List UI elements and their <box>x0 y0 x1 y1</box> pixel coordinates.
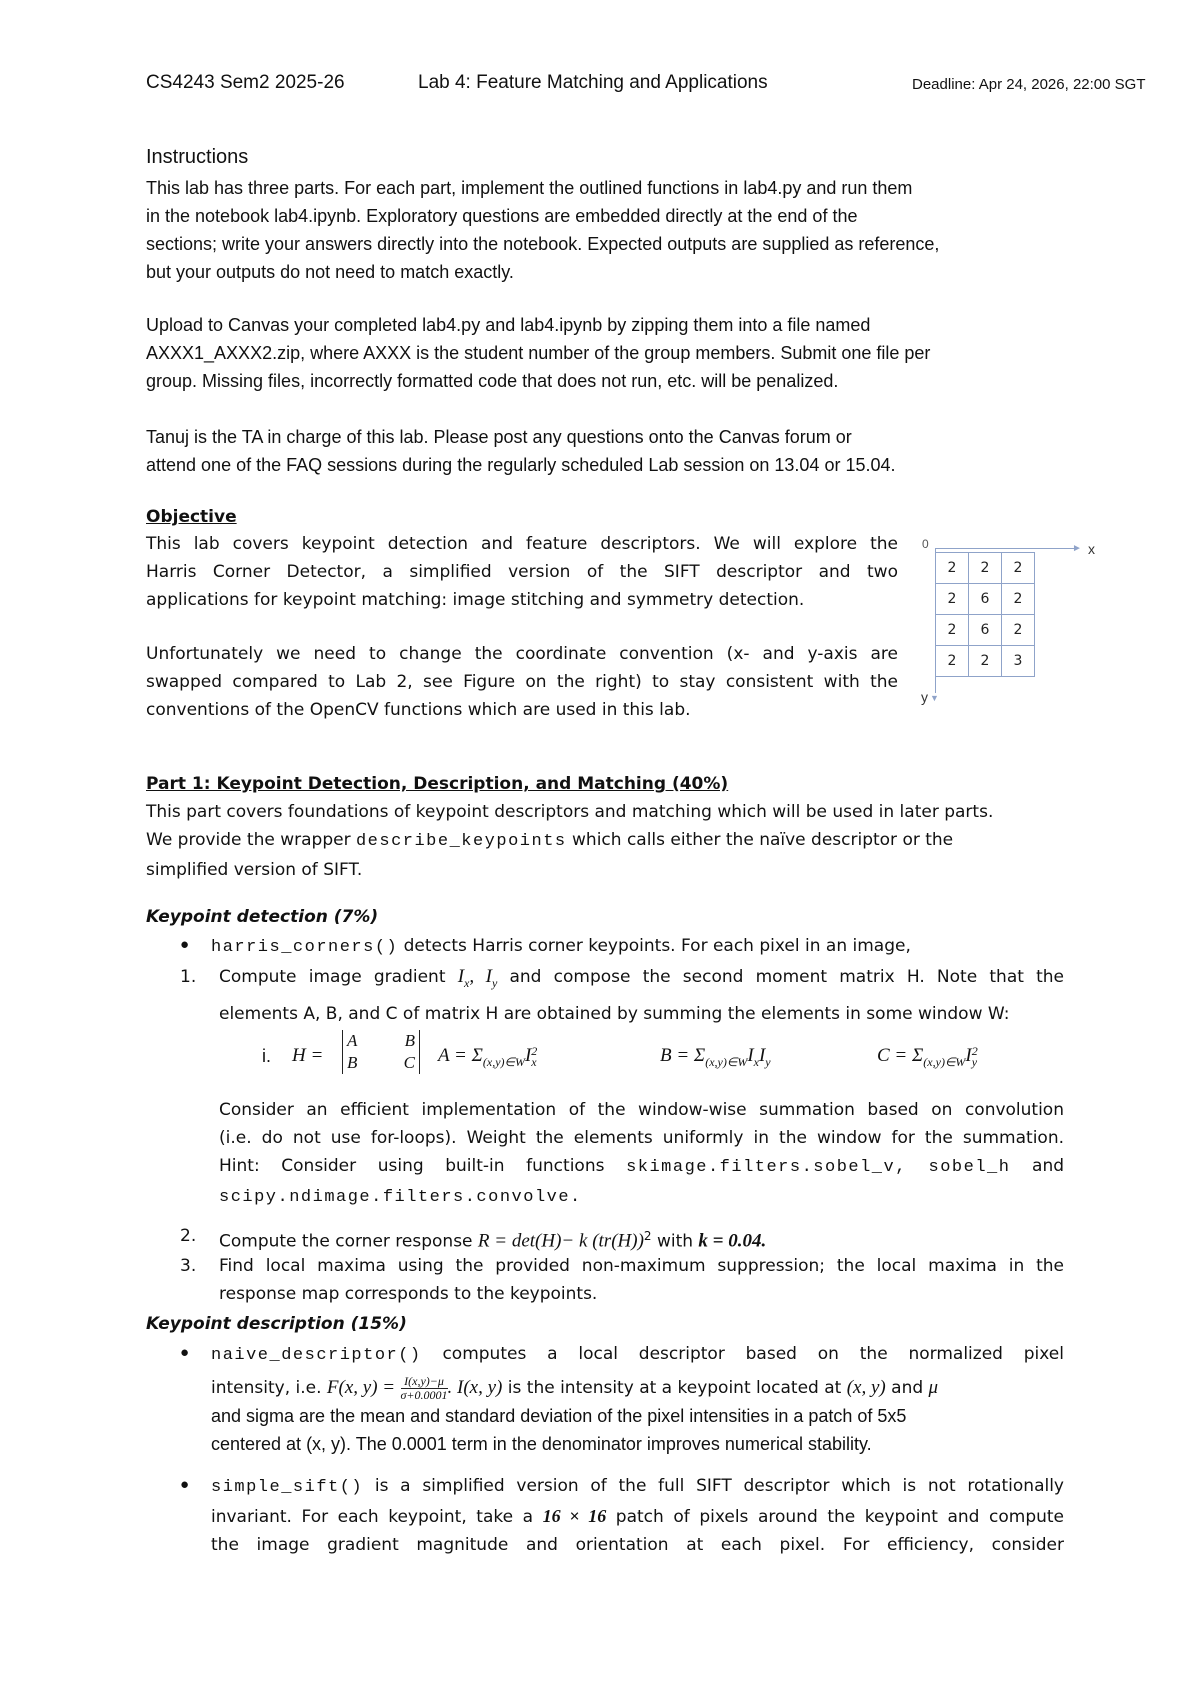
text-line: (i.e. do not use for-loops). Weight the elements uniformly in the window for the summation. <box>219 1128 1064 1148</box>
text-line: Harris Corner Detector, a simplified version of the SIFT descriptor and two <box>146 562 898 582</box>
formula-math: F(x, y) = <box>326 1377 396 1398</box>
y-arrow-icon: ▼ <box>930 693 939 703</box>
formula-fraction <box>401 1375 448 1402</box>
math-symbol: I <box>965 1045 972 1066</box>
step-2-number: 2. <box>180 1226 197 1246</box>
y-axis-label: y <box>921 689 928 705</box>
grid-row <box>936 615 1035 646</box>
math-text: C = Σ <box>877 1045 924 1066</box>
corner-response-math: R = det(H)− k (tr(H)) <box>477 1230 644 1252</box>
text-span: with <box>651 1231 699 1252</box>
objective-heading: Objective <box>146 507 237 527</box>
grid-cell: 2 <box>936 553 969 584</box>
text-line: Tanuj is the TA in charge of this lab. Please post any questions onto the Canvas forum or <box>146 427 852 447</box>
fraction-numerator: I(x,y)−μ <box>401 1375 448 1389</box>
text-line: sections; write your answers directly into the notebook. Expected outputs are supplied as reference, <box>146 234 940 254</box>
math-text: A = Σ <box>438 1045 483 1066</box>
bullet-icon: ● <box>180 936 190 953</box>
part1-heading: Part 1: Keypoint Detection, Description, and Matching (40%) <box>146 774 729 794</box>
simple-sift-code: simple_sift() <box>211 1478 364 1497</box>
grid-cell: 2 <box>1002 584 1035 615</box>
text-line: This part covers foundations of keypoint descriptors and matching which will be used in later parts. <box>146 802 994 822</box>
patch-size-math: 16 × 16 <box>542 1506 607 1526</box>
matrix-entry: C <box>403 1053 415 1072</box>
text-line <box>211 1472 1064 1502</box>
text-span: Compute image gradient <box>219 967 458 987</box>
harris-corners-code: harris_corners() <box>211 938 399 957</box>
course-code: CS4243 Sem2 2025-26 <box>146 72 345 93</box>
matrix-h <box>342 1030 420 1074</box>
grid-row <box>936 553 1035 584</box>
equation-h: H = <box>292 1045 324 1066</box>
sobel-v-code: skimage.filters.sobel_v, <box>626 1158 907 1177</box>
text-line: Find local maxima using the provided non-maximum suppression; the local maxima in the <box>219 1256 1064 1276</box>
sobel-h-code: sobel_h <box>928 1158 1011 1177</box>
text-span: is the intensity at a keypoint located at <box>502 1378 847 1398</box>
instructions-paragraph-1 <box>146 174 1066 286</box>
x-axis <box>935 548 1077 549</box>
text-line: and sigma are the mean and standard deviation of the pixel intensities in a patch of 5x5 <box>211 1406 907 1426</box>
text-line: elements A, B, and C of matrix H are obtained by summing the elements in some window W: <box>219 1003 1010 1024</box>
matrix-row <box>347 1052 415 1074</box>
math-subscript: (x,y)∈W <box>482 1054 525 1069</box>
harris-bullet <box>211 932 911 962</box>
location-math: (x, y) <box>846 1377 886 1398</box>
grid-row <box>936 646 1035 677</box>
k-value-math: k = 0.04. <box>698 1230 767 1252</box>
grid-cell: 6 <box>969 615 1002 646</box>
part1-intro <box>146 798 1066 884</box>
grid-cell: 2 <box>936 646 969 677</box>
text-span: computes a local descriptor based on the normalized pixel <box>421 1344 1064 1364</box>
text-line: This lab covers keypoint detection and feature descriptors. We will explore the <box>146 534 898 554</box>
math-symbol: I <box>457 966 465 987</box>
text-span: and <box>1032 1156 1065 1176</box>
text-line: conventions of the OpenCV functions which are used in this lab. <box>146 700 691 720</box>
grid-cell: 2 <box>969 646 1002 677</box>
text-line: Consider an efficient implementation of the window-wise summation based on convolution <box>219 1100 1064 1120</box>
step-2: Compute the corner response R = det(H)− k $(tr(H))^2$ with k = 0.04. <box>219 1229 767 1252</box>
text-line <box>211 1502 1064 1531</box>
objective-paragraph-2 <box>146 640 898 724</box>
text-span: Compute the corner response <box>219 1231 478 1252</box>
grid-row <box>936 584 1035 615</box>
equation-label: i. <box>262 1046 271 1066</box>
text-line: This lab has three parts. For each part, implement the outlined functions in lab4.py and run them <box>146 178 913 198</box>
x-axis-label: x <box>1088 541 1095 557</box>
text-span: We provide the wrapper <box>146 830 356 850</box>
instructions-paragraph-2 <box>146 311 1066 395</box>
keypoint-description-heading: Keypoint description (15%) <box>146 1314 407 1334</box>
text-line <box>219 963 1064 997</box>
text-line <box>146 826 1066 856</box>
text-line: swapped compared to Lab 2, see Figure on the right) to stay consistent with the <box>146 672 898 692</box>
grid-cell: 2 <box>936 584 969 615</box>
mu-math: μ <box>928 1377 939 1398</box>
text-line: AXXX1_AXXX2.zip, where AXXX is the student number of the group members. Submit one file per <box>146 343 931 363</box>
text-span: and compose the second moment matrix H. Note that the <box>497 967 1064 987</box>
matrix-entry: A <box>347 1031 358 1050</box>
text-line: simplified version of SIFT. <box>146 860 363 880</box>
matrix-entry: B <box>404 1031 415 1050</box>
text-span: intensity, i.e. <box>211 1378 327 1398</box>
text-line: Unfortunately we need to change the coordinate convention (x- and y-axis are <box>146 644 898 664</box>
math-text: B = Σ <box>660 1045 706 1066</box>
text-line: response map corresponds to the keypoints. <box>219 1284 598 1304</box>
origin-label: 0 <box>922 537 929 551</box>
text-line: applications for keypoint matching: image stitching and symmetry detection. <box>146 590 805 610</box>
describe-keypoints-code: describe_keypoints <box>355 832 567 851</box>
math-symbol: I <box>524 1045 532 1066</box>
keypoint-detection-heading: Keypoint detection (7%) <box>146 907 379 927</box>
objective-paragraph-1 <box>146 530 898 614</box>
grid-cell: 2 <box>1002 553 1035 584</box>
math-subscript: (x,y)∈W <box>923 1054 966 1069</box>
deadline: Deadline: Apr 24, 2026, 22:00 SGT <box>912 76 1146 93</box>
step-3-number: 3. <box>180 1256 197 1276</box>
intensity-math: . I(x, y) <box>447 1377 503 1398</box>
x-arrow-icon: ► <box>1072 543 1082 554</box>
text-span: Hint: Consider using built-in functions <box>219 1156 627 1176</box>
text-line: but your outputs do not need to match exactly. <box>146 262 514 282</box>
matrix-entry: B <box>347 1053 358 1072</box>
fraction-denominator: σ+0.0001 <box>400 1387 448 1402</box>
grid-cell: 2 <box>969 553 1002 584</box>
instructions-paragraph-3 <box>146 423 1066 479</box>
gradient-math: $I_x$, $I_y$ <box>457 966 498 990</box>
lab-title: Lab 4: Feature Matching and Applications <box>418 72 768 93</box>
value-grid <box>935 552 1035 677</box>
naive-descriptor-code: naive_descriptor() <box>211 1346 422 1365</box>
text-span: patch of pixels around the keypoint and compute <box>606 1507 1065 1527</box>
naive-descriptor-bullet <box>211 1340 1064 1458</box>
equation-c: $C = \Sigma_{(x,y)\in W}I$ 2 y <box>877 1043 978 1069</box>
text-line: Upload to Canvas your completed lab4.py and lab4.ipynb by zipping them into a file named <box>146 315 871 335</box>
instructions-heading: Instructions <box>146 146 249 168</box>
text-line: group. Missing files, incorrectly formatted code that does not run, etc. will be penalized. <box>146 371 839 391</box>
text-span: is a simplified version of the full SIFT descriptor which is not rotationally <box>363 1476 1064 1496</box>
text-line <box>211 1340 1064 1370</box>
text-span: which calls either the naïve descriptor or the <box>566 830 954 850</box>
text-span: and <box>885 1378 929 1398</box>
grid-cell: 6 <box>969 584 1002 615</box>
step-1 <box>219 963 1064 1028</box>
step-3 <box>219 1252 1064 1308</box>
grid-cell: 3 <box>1002 646 1035 677</box>
text-line: centered at (x, y). The 0.0001 term in the denominator improves numerical stability. <box>211 1434 872 1454</box>
text-line: attend one of the FAQ sessions during the regularly scheduled Lab session on 13.04 or 15.04. <box>146 455 896 475</box>
text-line <box>211 1374 1064 1402</box>
text-line <box>219 1152 1064 1182</box>
consider-paragraph <box>219 1096 1064 1212</box>
text-line: the image gradient magnitude and orientation at each pixel. For efficiency, consider <box>211 1535 1064 1555</box>
text-line: in the notebook lab4.ipynb. Exploratory questions are embedded directly at the end of the <box>146 206 858 226</box>
matrix-row <box>347 1030 415 1052</box>
equation-a: $A = \Sigma_{(x,y)\in W}I$ 2 x <box>438 1043 538 1069</box>
math-symbol: I <box>747 1045 754 1066</box>
convolve-code: scipy.ndimage.filters.convolve. <box>219 1188 582 1207</box>
bullet-icon: ● <box>180 1344 190 1361</box>
text-span: invariant. For each keypoint, take a <box>211 1507 543 1527</box>
equation-b: $B = \Sigma_{(x,y)\in W}I_xI_y$ <box>660 1045 771 1069</box>
text-span: detects Harris corner keypoints. For each pixel in an image, <box>398 936 911 956</box>
bullet-icon: ● <box>180 1476 190 1493</box>
step-1-number: 1. <box>180 967 197 987</box>
math-subscript: (x,y)∈W <box>705 1054 748 1069</box>
simple-sift-bullet <box>211 1472 1064 1559</box>
text-line <box>219 1182 1064 1212</box>
grid-cell: 2 <box>1002 615 1035 646</box>
grid-cell: 2 <box>936 615 969 646</box>
